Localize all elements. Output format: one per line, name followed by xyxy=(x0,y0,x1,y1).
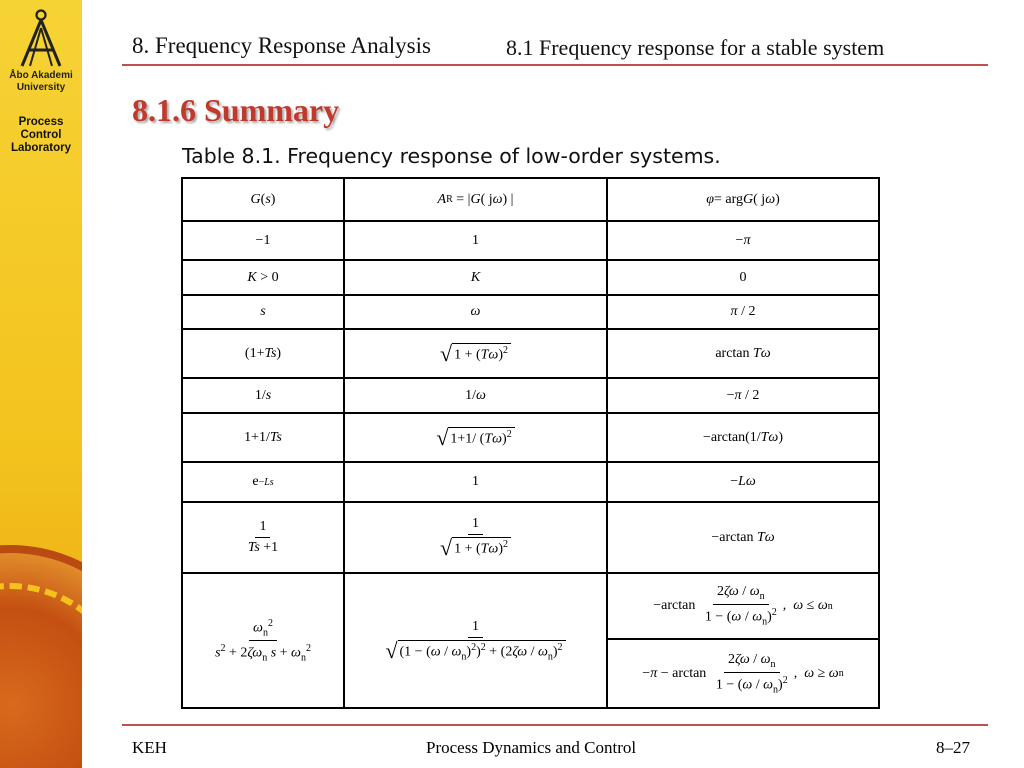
sidebar xyxy=(0,0,82,768)
row3-ar: ω xyxy=(470,304,481,319)
row2-g: K > 0 xyxy=(247,269,279,285)
row4-phi: arctan Tω xyxy=(715,345,771,361)
footer-author: KEH xyxy=(132,738,167,757)
row1-ar: 1 xyxy=(472,232,479,248)
chapter-title: 8. Frequency Response Analysis xyxy=(132,33,431,58)
row3-g: s xyxy=(260,304,266,319)
row2-ar: K xyxy=(470,269,481,285)
row6-phi: −arctan(1/ Tω ) xyxy=(703,429,783,445)
row8-ar: 1 √ $1 + (T\omega)^2$ xyxy=(345,503,606,572)
row3-phi: π / 2 xyxy=(730,304,756,319)
row6-ar: √ 1+1/ $(T\omega)^2$ xyxy=(345,414,606,461)
header-divider xyxy=(122,64,988,66)
section-title: 8.1.6 Summary xyxy=(132,92,340,128)
row2-phi: 0 xyxy=(739,269,747,285)
footer-course: Process Dynamics and Control xyxy=(426,738,637,757)
row9-ar: 1 √ $(1 - (\omega / \omega_n)^2)^2 + (2\zeta\omega / \omega_n)^2$ xyxy=(345,574,606,707)
header-transfer-function: G ( s ) xyxy=(250,191,276,207)
row5-ar: 1/ ω xyxy=(465,387,486,403)
row7-ar: 1 xyxy=(472,474,479,489)
row4-g: (1+ Ts ) xyxy=(244,345,282,361)
university-logo-icon xyxy=(10,8,72,70)
row4-ar: √ $1 + (T\omega)^2$ xyxy=(345,330,606,377)
row1-g: −1 xyxy=(255,232,271,248)
row5-g: 1/ s xyxy=(254,387,272,403)
row6-g: 1+1/ Ts xyxy=(244,429,282,445)
row8-phi: −arctan Tω xyxy=(711,529,775,545)
section-header: 8.1 Frequency response for a stable system xyxy=(506,35,885,60)
row9-phi-high: − π − arctan $\frac{2\zeta\omega / \omega_n}{1 - (\omega / \omega_n)^2}$ , ω ≥ ω n xyxy=(642,651,844,696)
header-phase: φ = arg G ( j ω ) xyxy=(706,191,780,207)
row7-g: e −Ls xyxy=(252,474,274,489)
row9-g: $\frac{\omega_n^2}{s^2 + 2\zeta\omega_n s + \omega_n^2}$ xyxy=(215,617,311,664)
row7-phi: − Lω xyxy=(730,474,756,489)
frequency-response-table xyxy=(181,177,880,709)
row1-phi: − π xyxy=(735,232,751,248)
table-caption: Table 8.1. Frequency response of low-order systems. xyxy=(182,144,721,168)
footer-divider xyxy=(122,724,988,726)
lab-name: Process Control Laboratory xyxy=(10,116,72,154)
university-name: Åbo Akademi University xyxy=(9,70,73,93)
row9-phi-low: −arctan $\frac{2\zeta\omega / \omega_n}{1 - (\omega / \omega_n)^2}$ , ω ≤ ω n xyxy=(653,584,833,628)
page-number: 8–27 xyxy=(936,738,970,757)
row8-g: $\frac{1}{Ts +1}$ xyxy=(247,519,279,555)
university-seal xyxy=(0,545,82,768)
header-amplitude-ratio: A R = | G ( j ω ) | xyxy=(437,191,514,207)
row5-phi: − π / 2 xyxy=(726,387,760,403)
